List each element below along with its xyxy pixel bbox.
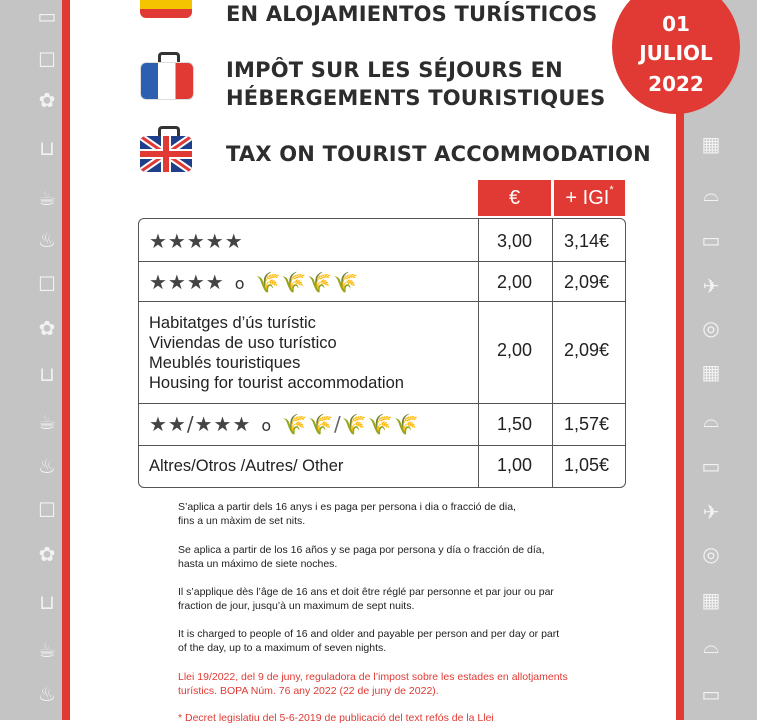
price-with-igi: 2,09€ xyxy=(564,340,610,360)
building-icon: ▦ xyxy=(701,588,721,612)
note-spanish-line1: Se aplica a partir de los 16 años y se paga por persona y día o fracción de día, xyxy=(178,544,545,556)
two-three-wheat-rating-icon: 🌾🌾/🌾🌾🌾 xyxy=(282,412,420,436)
plate-icon: ◎ xyxy=(702,316,720,340)
table-row xyxy=(139,262,625,302)
housing-label-es: Viviendas de uso turístico xyxy=(149,334,337,352)
column-header-euro xyxy=(478,180,551,216)
price-with-igi: 3,14€ xyxy=(564,231,610,251)
note-english-line2: of the day, up to a maximum of seven nights. xyxy=(178,642,387,654)
note-spanish-line2: hasta un máximo de siete noches. xyxy=(178,558,338,570)
note-french-line1: Il s’applique dès l’âge de 16 ans et doit être réglé par personne et par jour ou par xyxy=(178,586,554,598)
plane-icon: ✈ xyxy=(702,274,720,298)
column-header-euro-label: € xyxy=(508,186,521,209)
toiletries-icon: ♨ xyxy=(38,682,56,706)
plane-icon: ✈ xyxy=(702,500,720,524)
bed-icon: ▭ xyxy=(701,228,721,252)
price-euro: 1,00 xyxy=(497,455,533,475)
two-three-star-rating: ★★/★★★ xyxy=(149,412,252,436)
four-star-rating: ★★★★ xyxy=(149,270,225,294)
price-with-igi: 1,57€ xyxy=(564,414,610,434)
toiletries-icon: ♨ xyxy=(38,228,56,252)
france-flag-icon xyxy=(140,62,194,100)
paw-icon: ✿ xyxy=(38,542,56,566)
table-row xyxy=(139,404,625,446)
note-catalan-line2: fins a un màxim de set nits. xyxy=(178,515,306,527)
paw-icon: ✿ xyxy=(38,316,56,340)
air-conditioner-icon: ☐ xyxy=(38,272,56,296)
building-icon: ▦ xyxy=(701,132,721,156)
housing-label-fr: Meublés touristiques xyxy=(149,354,301,372)
column-header-igi-label: + IGI xyxy=(565,186,610,209)
date-month: JULIOL xyxy=(639,41,713,65)
coffee-cup-icon: ☕ xyxy=(38,638,56,662)
table-row xyxy=(139,446,625,486)
toiletries-icon: ♨ xyxy=(38,454,56,478)
sofa-icon: ⊔ xyxy=(39,136,55,160)
four-wheat-rating-icon: 🌾🌾🌾🌾 xyxy=(255,270,360,294)
heading-french-line1: IMPÔT SUR LES SÉJOURS EN xyxy=(226,58,563,82)
heading-french-line2: HÉBERGEMENTS TOURISTIQUES xyxy=(226,86,606,110)
or-conjunction: o xyxy=(234,274,246,293)
room-service-icon: ⌓ xyxy=(703,408,719,432)
price-with-igi: 2,09€ xyxy=(564,272,610,292)
igi-footnote-mark: * xyxy=(609,184,614,196)
two-three-star-category xyxy=(149,412,419,436)
air-conditioner-icon: ☐ xyxy=(38,48,56,72)
bed-icon: ▭ xyxy=(701,682,721,706)
note-french-line2: fraction de jour, jusqu’à un maximum de sept nuits. xyxy=(178,600,415,612)
four-star-category xyxy=(149,270,359,294)
room-service-icon: ⌓ xyxy=(703,182,719,206)
or-conjunction: o xyxy=(261,416,273,435)
five-star-rating: ★★★★★ xyxy=(149,229,244,253)
heading-spanish: EN ALOJAMIENTOS TURÍSTICOS xyxy=(226,2,598,26)
left-red-stripe xyxy=(62,0,70,720)
decree-footnote: * Decret legislatiu del 5-6-2019 de publicació del text refós de la Llei xyxy=(178,712,494,724)
heading-english: TAX ON TOURIST ACCOMMODATION xyxy=(226,142,651,166)
note-english-line1: It is charged to people of 16 and older and payable per person and per day or part xyxy=(178,628,560,640)
price-euro: 3,00 xyxy=(497,231,533,251)
coffee-cup-icon: ☕ xyxy=(38,410,56,434)
column-header-igi xyxy=(554,180,625,216)
date-day: 01 xyxy=(662,12,690,36)
housing-label-ca: Habitatges d’ús turístic xyxy=(149,314,316,332)
law-reference-line2: turístics. BOPA Núm. 76 any 2022 (22 de juny de 2022). xyxy=(178,685,439,697)
price-euro: 1,50 xyxy=(497,414,533,434)
room-service-icon: ⌓ xyxy=(703,634,719,658)
building-icon: ▦ xyxy=(701,360,721,384)
law-reference-line1: Llei 19/2022, del 9 de juny, reguladora de l’impost sobre les estades en allotjaments xyxy=(178,671,568,683)
tax-rate-table xyxy=(138,218,626,488)
uk-flag-icon xyxy=(140,136,192,172)
table-row xyxy=(139,219,625,262)
bed-icon: ▭ xyxy=(701,454,721,478)
date-year: 2022 xyxy=(648,72,704,96)
sofa-icon: ⊔ xyxy=(39,362,55,386)
coffee-cup-icon: ☕ xyxy=(38,186,56,210)
note-catalan-line1: S’aplica a partir dels 16 anys i es paga per persona i dia o fracció de dia, xyxy=(178,501,516,513)
housing-label-en: Housing for tourist accommodation xyxy=(149,374,404,392)
other-label: Altres/Otros /Autres/ Other xyxy=(149,457,344,475)
price-with-igi: 1,05€ xyxy=(564,455,610,475)
plate-icon: ◎ xyxy=(702,542,720,566)
table-row xyxy=(139,302,625,404)
sofa-icon: ⊔ xyxy=(39,590,55,614)
bed-icon: ▭ xyxy=(37,4,57,28)
price-euro: 2,00 xyxy=(497,272,533,292)
price-euro: 2,00 xyxy=(497,340,533,360)
spain-flag-icon xyxy=(140,0,192,18)
air-conditioner-icon: ☐ xyxy=(38,498,56,522)
paw-icon: ✿ xyxy=(38,88,56,112)
